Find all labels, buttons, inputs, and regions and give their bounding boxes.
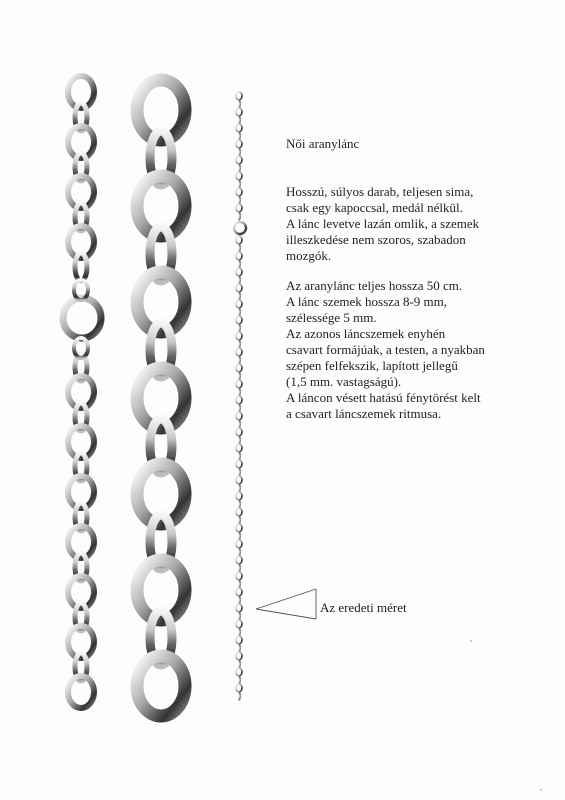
chain-link [238,340,241,348]
chain-link [236,588,242,596]
chain-link [236,684,242,692]
description-text [286,136,536,436]
original-size-caption: Az eredeti méret [320,600,407,615]
chain-link [238,420,241,428]
chain-link [238,612,241,620]
chain-link [236,124,242,132]
chain-link [238,596,241,604]
chain-link [238,212,241,220]
document-title: Női aranylánc [286,136,360,151]
arrow-pointer-icon [256,589,316,619]
clasp-ring [234,222,246,234]
chain-link [236,364,242,372]
chain-link [238,452,241,460]
chain-link [236,492,242,500]
chain-link [238,164,241,172]
chain-link [238,580,241,588]
description-paragraph-2: Az aranylánc teljes hossza 50 cm. A lánc szemek hossza 8-9 mm, szélessége 5 mm. Az azonos láncszemek enyhén csavart formájúak, a testen, a nyakban szépen felfekszik, lapított jellegű (1,5 mm. vastagságú). A láncon vésett hatású fénytörést kelt a csavart láncszemek ritmusa. [286,278,485,421]
chain-link [236,316,242,324]
chain-link [236,412,242,420]
chain-link [238,372,241,380]
chain-small-icon [234,92,246,700]
chain-large-icon [137,80,185,716]
chain-link [238,692,241,700]
chain-link [236,204,242,212]
chain-link [238,116,241,124]
clasp-ring [63,298,101,338]
chain-link [238,628,241,636]
chain-link [238,260,241,268]
chain-link [238,292,241,300]
chain-link [236,652,242,660]
chain-link [238,244,241,252]
chain-link [236,428,242,436]
chain-link [236,252,242,260]
chain-link [236,268,242,276]
chain-link [238,404,241,412]
chain-link [236,108,242,116]
chain-link [236,444,242,452]
chain-link [236,476,242,484]
chain-link [238,436,241,444]
chain-link [236,348,242,356]
chain-link [236,396,242,404]
chain-link [236,620,242,628]
chain-link [238,356,241,364]
chain-link [236,556,242,564]
chain-link [236,508,242,516]
chain-left-icon [63,76,101,708]
chain-link [236,188,242,196]
chain-link [238,676,241,684]
chain-link [238,180,241,188]
chain-link [238,324,241,332]
chain-link [238,484,241,492]
chain-link [236,668,242,676]
chain-link [238,548,241,556]
chain-link [238,132,241,140]
chain-link [238,660,241,668]
chain-link [238,308,241,316]
chain-link [236,140,242,148]
chain-link [236,460,242,468]
chain-link [238,196,241,204]
chain-link [236,524,242,532]
chain-link [238,388,241,396]
chain-link [236,572,242,580]
chain-link [236,172,242,180]
chain-link [236,156,242,164]
chain-link [236,92,242,100]
chain-link [236,636,242,644]
description-paragraph-1: Hosszú, súlyos darab, teljesen sima, csak egy kapoccsal, medál nélkül. A lánc levetve lazán omlik, a szemek illeszkedése nem szoros, szabadon mozgók. [286,184,480,263]
chain-link [238,100,241,108]
chain-link [238,532,241,540]
chain-link [236,604,242,612]
chain-link [236,236,242,244]
chain-link [236,332,242,340]
chain-link [238,276,241,284]
chain-link [238,516,241,524]
chain-link [238,468,241,476]
chain-link [238,148,241,156]
chain-link [236,284,242,292]
chain-link [236,380,242,388]
chain-link [236,300,242,308]
chain-link [238,500,241,508]
chain-link [238,644,241,652]
chain-link [238,564,241,572]
chain-link [236,540,242,548]
